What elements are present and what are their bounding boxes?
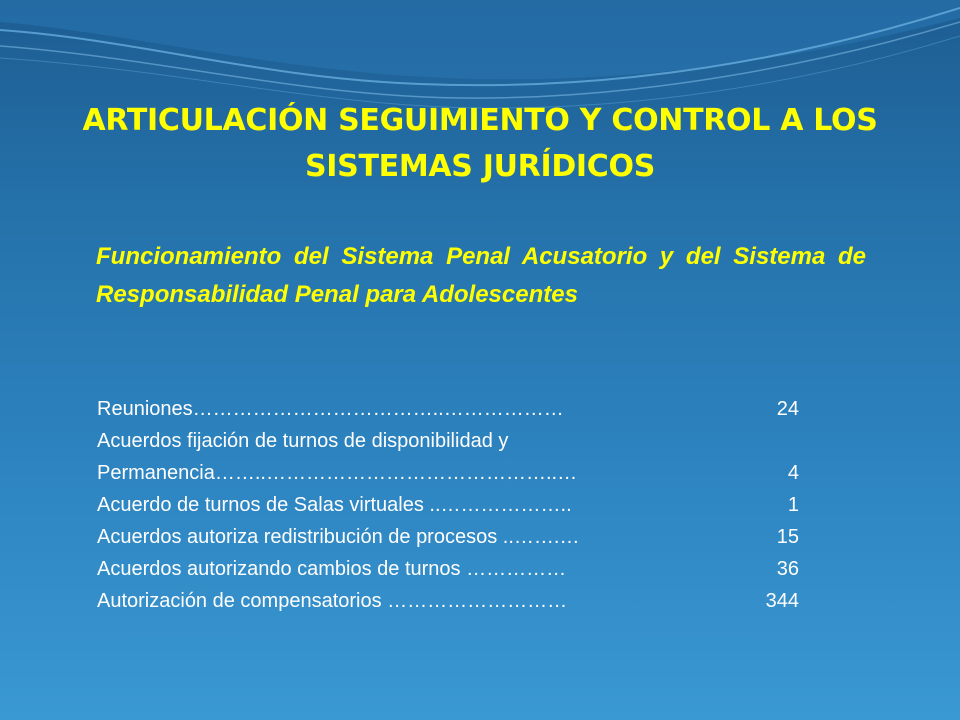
list-item: [97, 393, 817, 425]
title-line-1: ARTICULACIÓN SEGUIMIENTO Y CONTROL A LOS: [82, 103, 878, 138]
title-line-2: SISTEMAS JURÍDICOS: [304, 149, 656, 184]
item-label: Acuerdos autoriza redistribución de procesos ..…….…: [97, 526, 580, 548]
slide-title: [60, 98, 900, 190]
item-value: 344: [765, 590, 799, 612]
slide-subtitle: Funcionamiento del Sistema Penal Acusatorio y del Sistema de Responsabilidad Penal para Adolescentes: [96, 243, 866, 308]
list-item: [97, 521, 817, 553]
item-value: 15: [776, 526, 799, 548]
activity-list: [97, 393, 817, 617]
item-label: Permanencia……..……………………………………..…: [97, 462, 578, 484]
item-label: Acuerdos autorizando cambios de turnos ……………: [97, 558, 567, 580]
item-value: 4: [787, 462, 799, 484]
list-item: [97, 457, 817, 489]
list-item: [97, 425, 817, 457]
item-value: 24: [776, 398, 799, 420]
list-item: [97, 585, 817, 617]
item-label: Acuerdo de turnos de Salas virtuales ..………………..: [97, 494, 572, 516]
item-label: Reuniones………………………………..………………: [97, 398, 564, 420]
list-item: [97, 553, 817, 585]
item-value: 36: [776, 558, 799, 580]
item-label: Acuerdos fijación de turnos de disponibilidad y: [97, 430, 509, 452]
item-value: 1: [787, 494, 799, 516]
item-label: Autorización de compensatorios ………………………: [97, 590, 568, 612]
list-item: [97, 489, 817, 521]
